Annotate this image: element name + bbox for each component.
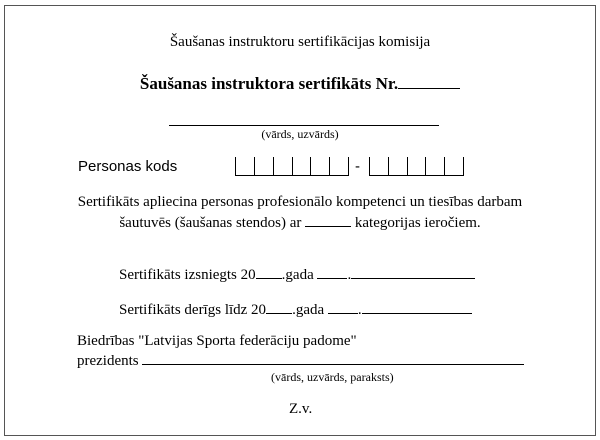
digit-box-divider [329, 157, 330, 175]
valid-gada: .gada [292, 302, 325, 318]
digit-box-divider [463, 157, 464, 175]
digit-box-divider [425, 157, 426, 175]
statement-line-2 [5, 213, 595, 232]
digit-box-divider [310, 157, 311, 175]
signature-caption: (vārds, uzvārds, paraksts) [271, 370, 394, 384]
personal-code-first-group[interactable] [235, 157, 349, 176]
valid-year-field[interactable] [266, 300, 292, 314]
digit-box-divider [292, 157, 293, 175]
weapon-category-field[interactable] [305, 213, 351, 227]
digit-box-divider [369, 157, 370, 175]
statement-line-2-end: kategorijas ieročiem. [354, 215, 481, 231]
issued-gada: .gada [281, 267, 314, 283]
valid-day-field[interactable] [328, 300, 358, 314]
issued-month-field[interactable] [351, 265, 475, 279]
certificate-document [4, 5, 596, 436]
issued-dot: . [347, 267, 352, 283]
digit-box-divider [388, 157, 389, 175]
digit-box-divider [348, 157, 349, 175]
certificate-number-field[interactable] [398, 75, 460, 89]
digit-box-divider [407, 157, 408, 175]
issued-year-field[interactable] [256, 265, 282, 279]
personal-code-label: Personas kods [78, 158, 178, 175]
valid-label: Sertifikāts derīgs līdz 20 [119, 302, 267, 318]
digit-box-divider [254, 157, 255, 175]
digit-box-divider [444, 157, 445, 175]
issued-day-field[interactable] [317, 265, 347, 279]
digit-box-divider [273, 157, 274, 175]
valid-month-field[interactable] [362, 300, 472, 314]
personal-code-separator: - [355, 158, 360, 175]
valid-dot: . [357, 302, 362, 318]
valid-row [119, 300, 472, 319]
name-line[interactable] [169, 125, 439, 126]
organization-line: Biedrības "Latvijas Sporta federāciju padome" [77, 333, 357, 349]
name-caption: (vārds, uzvārds) [261, 127, 339, 141]
digit-box-divider [235, 157, 236, 175]
issued-row [119, 265, 475, 284]
president-row [77, 351, 524, 370]
certificate-title [5, 74, 595, 94]
president-signature-field[interactable] [142, 351, 524, 365]
personal-code-second-group[interactable] [369, 157, 464, 176]
commission-heading: Šaušanas instruktoru sertifikācijas komisija [169, 34, 431, 50]
statement-line-1: Sertifikāts apliecina personas profesionālo kompetenci un tiesības darbam [77, 194, 523, 210]
issued-label: Sertifikāts izsniegts 20 [119, 267, 256, 283]
statement-line-2-start: šautuvēs (šaušanas stendos) ar [119, 215, 302, 231]
stamp-place-label: Z.v. [289, 401, 313, 417]
president-label: prezidents [77, 353, 139, 369]
certificate-title-text: Šaušanas instruktora sertifikāts Nr. [139, 74, 399, 93]
